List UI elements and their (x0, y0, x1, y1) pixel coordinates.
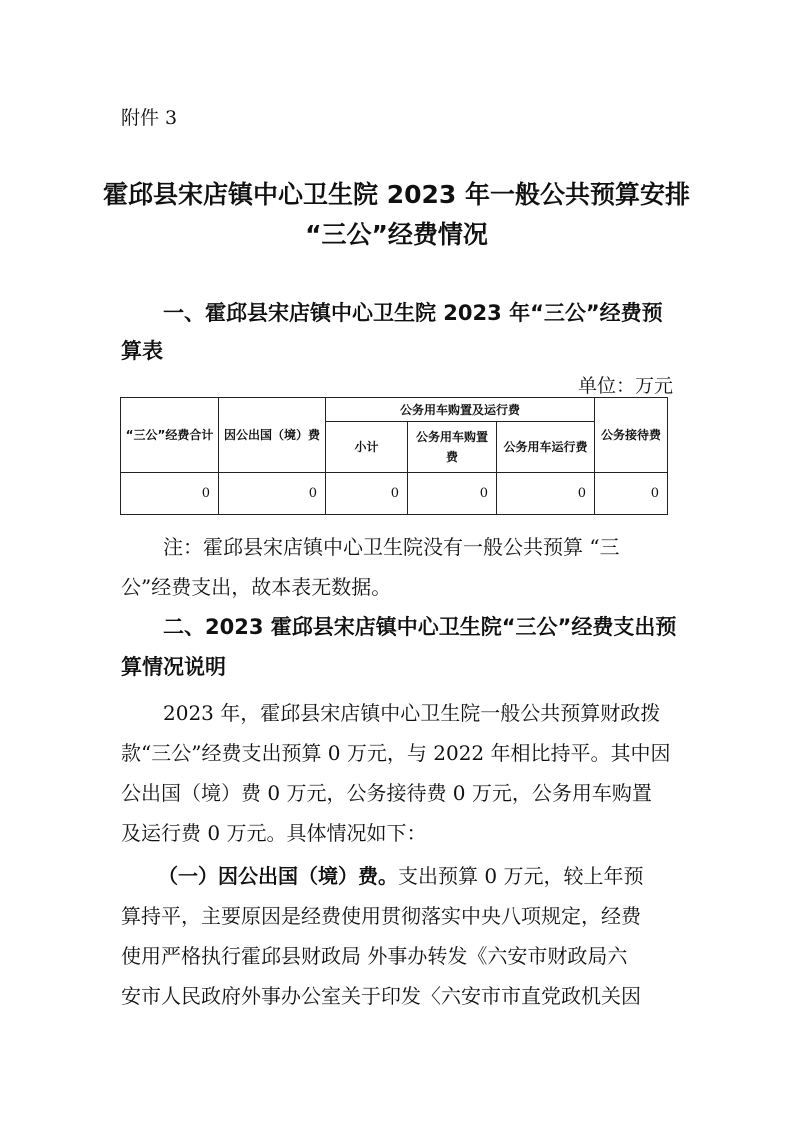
unit-label: 单位：万元 (577, 375, 673, 397)
cell-total: 0 (121, 473, 219, 515)
section2-heading-line2: 算情况说明 (121, 655, 226, 679)
para2-line1-text: 支出预算 0 万元，较上年预 (398, 864, 644, 888)
header-vehicle: 公务用车购置及运行费 (326, 398, 595, 422)
header-total: “三公”经费合计 (121, 398, 219, 473)
note-line1: 注：霍邱县宋店镇中心卫生院没有一般公共预算 “三 (163, 535, 620, 559)
para1-line3: 公出国（境）费 0 万元，公务接待费 0 万元，公务用车购置 (121, 781, 652, 805)
cell-reception: 0 (595, 473, 668, 515)
note-line2: 公”经费支出，故本表无数据。 (121, 575, 392, 599)
document-title-line2: “三公”经费情况 (305, 220, 488, 249)
para2-line2: 算持平，主要原因是经费使用贯彻落实中央八项规定，经费 (121, 904, 641, 928)
para2-line4: 安市人民政府外事办公室关于印发〈六安市市直党政机关因 (121, 984, 641, 1008)
cell-operation: 0 (497, 473, 595, 515)
section1-heading-line1: 一、霍邱县宋店镇中心卫生院 2023 年“三公”经费预 (163, 301, 663, 325)
para2-line1 (158, 860, 643, 889)
attachment-label: 附件 3 (121, 107, 178, 129)
header-abroad: 因公出国（境）费 (219, 398, 326, 473)
cell-purchase: 0 (408, 473, 497, 515)
para1-line4: 及运行费 0 万元。具体情况如下： (121, 821, 427, 845)
cell-subtotal: 0 (326, 473, 408, 515)
para1-line1: 2023 年，霍邱县宋店镇中心卫生院一般公共预算财政拨 (163, 701, 661, 725)
header-subtotal: 小计 (326, 422, 408, 473)
header-purchase: 公务用车购置费 (408, 422, 497, 473)
section2-heading-line1: 二、2023 霍邱县宋店镇中心卫生院“三公”经费支出预 (163, 615, 677, 639)
section1-heading-line2: 算表 (121, 339, 163, 363)
document-title-line1: 霍邱县宋店镇中心卫生院 2023 年一般公共预算安排 (103, 180, 690, 209)
cell-abroad: 0 (219, 473, 326, 515)
header-reception: 公务接待费 (595, 398, 668, 473)
budget-table (120, 397, 668, 515)
para1-line2: 款“三公”经费支出预算 0 万元，与 2022 年相比持平。其中因 (121, 741, 671, 765)
para2-line3: 使用严格执行霍邱县财政局 外事办转发《六安市财政局六 (121, 944, 628, 968)
para2-heading: （一）因公出国（境）费。 (158, 864, 398, 888)
header-operation: 公务用车运行费 (497, 422, 595, 473)
